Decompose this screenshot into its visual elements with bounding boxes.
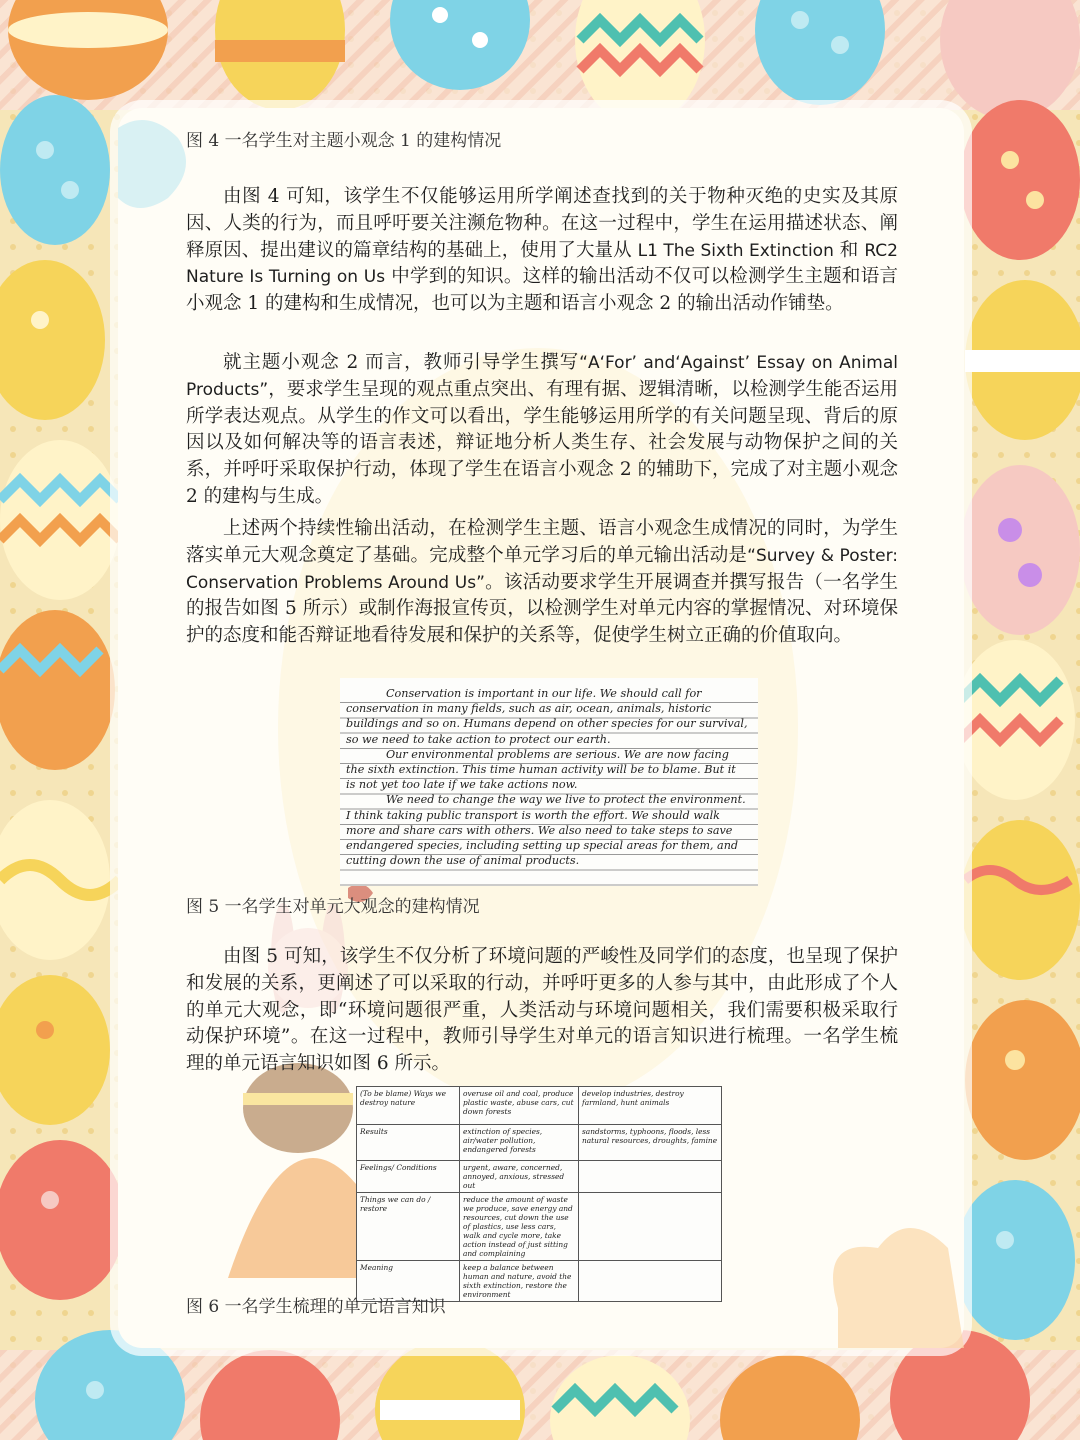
latin-run: “Survey & Poster: Conservation Problems Around Us” xyxy=(186,545,899,593)
table-cell: (To be blame) Ways we destroy nature xyxy=(357,1087,460,1125)
language-notes-table xyxy=(356,1086,722,1302)
latin-run: “A‘For’ and‘Against’ Essay on Animal Products” xyxy=(186,353,898,400)
paragraph-1 xyxy=(186,184,898,318)
student-report-image xyxy=(340,678,758,886)
paragraph-3 xyxy=(186,516,898,650)
egg-right-3 xyxy=(960,465,1080,635)
report-paragraph: We need to change the way we live to protect the environment. I think taking public transport is worth the effort. We should walk more and share cars with others. We also need to take steps to save endangered species, including setting up special areas for them, and cutting down the use of animal products. xyxy=(346,793,746,868)
text-run: 由图 4 可知，该学生不仅能够运用所学阐述查找到的关于物种灭绝的史实及其原因、人类的行为，而且呼吁要关注濒危物种。在这一过程中，学生在运用描述状态、阐释原因、提出建议的篇章结构的基础上，使用了大量从 xyxy=(186,186,898,261)
table-row xyxy=(357,1125,722,1161)
egg-right-1 xyxy=(960,100,1080,260)
figure6-caption: 图 6 一名学生梳理的单元语言知识 xyxy=(186,1297,446,1317)
table-cell: Things we can do / restore xyxy=(357,1193,460,1261)
table-cell: overuse oil and coal, produce plastic waste, abuse cars, cut down forests xyxy=(460,1087,579,1125)
text-run: 就主题小观念 2 而言，教师引导学生撰写 xyxy=(223,352,580,373)
table-row xyxy=(357,1193,722,1261)
latin-run: RC2 Nature Is Turning on Us xyxy=(186,240,898,288)
egg-right-5 xyxy=(960,820,1080,980)
table-cell: develop industries, destroy farmland, hunt animals xyxy=(579,1087,722,1125)
text-run: ，要求学生呈现的观点重点突出、有理有据、逻辑清晰，以检测学生能否运用所学表达观点。从学生的作文可以看出，学生能够运用所学的有关问题呈现、背后的原因以及如何解决等的语言表述，辩证地分析人类生存、社会发展与动物保护之间的关系，并呼吁采取保护行动，体现了学生在语言小观念 2 的辅助下，完成了对主题小观念 2 的建构与生成。 xyxy=(186,378,898,507)
figure4-caption: 图 4 一名学生对主题小观念 1 的建构情况 xyxy=(186,131,502,151)
table-cell xyxy=(579,1193,722,1261)
table-cell xyxy=(579,1161,722,1193)
egg-left-4 xyxy=(0,610,115,770)
egg-right-7 xyxy=(955,1180,1075,1340)
table-row xyxy=(357,1087,722,1125)
egg-left-1 xyxy=(0,95,110,245)
text-run: 中学到的知识。这样的输出活动不仅可以检测学生主题和语言小观念 1 的建构和生成情况，也可以为主题和语言小观念 2 的输出活动作铺垫。 xyxy=(186,266,898,315)
table-cell: extinction of species, air/water pollution, endangered forests xyxy=(460,1125,579,1161)
text-run: 和 xyxy=(833,239,865,261)
report-paragraph: Conservation is important in our life. We should call for conservation in many fields, such as air, ocean, animals, historic buildings and so on. Humans depend on other species for our survival, so we need to take action to protect our earth. xyxy=(346,687,748,746)
table-cell: urgent, aware, concerned, annoyed, anxious, stressed out xyxy=(460,1161,579,1193)
report-paragraph: Our environmental problems are serious. We are now facing the sixth extinction. This time human activity will be to blame. But it is not yet too late if we take actions now. xyxy=(346,747,736,792)
table-row xyxy=(357,1161,722,1193)
latin-run: L1 The Sixth Extinction xyxy=(637,240,834,261)
text-run: 上述两个持续性输出活动，在检测学生主题、语言小观念生成情况的同时，为学生落实单元大观念奠定了基础。完成整个单元学习后的单元输出活动是 xyxy=(186,518,898,566)
paragraph-4 xyxy=(186,944,898,1078)
table-cell xyxy=(579,1261,722,1302)
egg-right-6 xyxy=(965,1000,1080,1160)
table-cell: keep a balance between human and nature, avoid the sixth extinction, restore the environment xyxy=(460,1261,579,1302)
table-cell: Feelings/ Conditions xyxy=(357,1161,460,1193)
egg-left-7 xyxy=(0,1140,125,1300)
text-run: 。该活动要求学生开展调查并撰写报告（一名学生的报告如图 5 所示）或制作海报宣传页，以检测学生对单元内容的掌握情况、对环境保护的态度和能否辩证地看待发展和保护的关系等，促使学生树立正确的价值取向。 xyxy=(186,571,898,647)
table-cell: Results xyxy=(357,1125,460,1161)
table-cell: Meaning xyxy=(357,1261,460,1302)
paragraph-2 xyxy=(186,350,898,511)
figure5-caption: 图 5 一名学生对单元大观念的建构情况 xyxy=(186,897,480,917)
egg-left-3 xyxy=(0,440,120,600)
table-cell: reduce the amount of waste we produce, save energy and resources, cut down the use of plastics, use less cars, walk and cycle more, take action instead of just sitting and complaining xyxy=(460,1193,579,1261)
egg-right-4 xyxy=(955,640,1075,800)
egg-right-2 xyxy=(965,280,1080,440)
text-run: 由图 5 可知，该学生不仅分析了环境问题的严峻性及同学们的态度，也呈现了保护和发展的关系，更阐述了可以采取的行动，并呼吁更多的人参与其中，由此形成了个人的单元大观念，即“环境问题很严重，人类活动与环境问题相关，我们需要积极采取行动保护环境”。在这一过程中，教师引导学生对单元的语言知识进行梳理。一名学生梳理的单元语言知识如图 6 所示。 xyxy=(186,946,898,1075)
table-cell: sandstorms, typhoons, floods, less natural resources, droughts, famine xyxy=(579,1125,722,1161)
